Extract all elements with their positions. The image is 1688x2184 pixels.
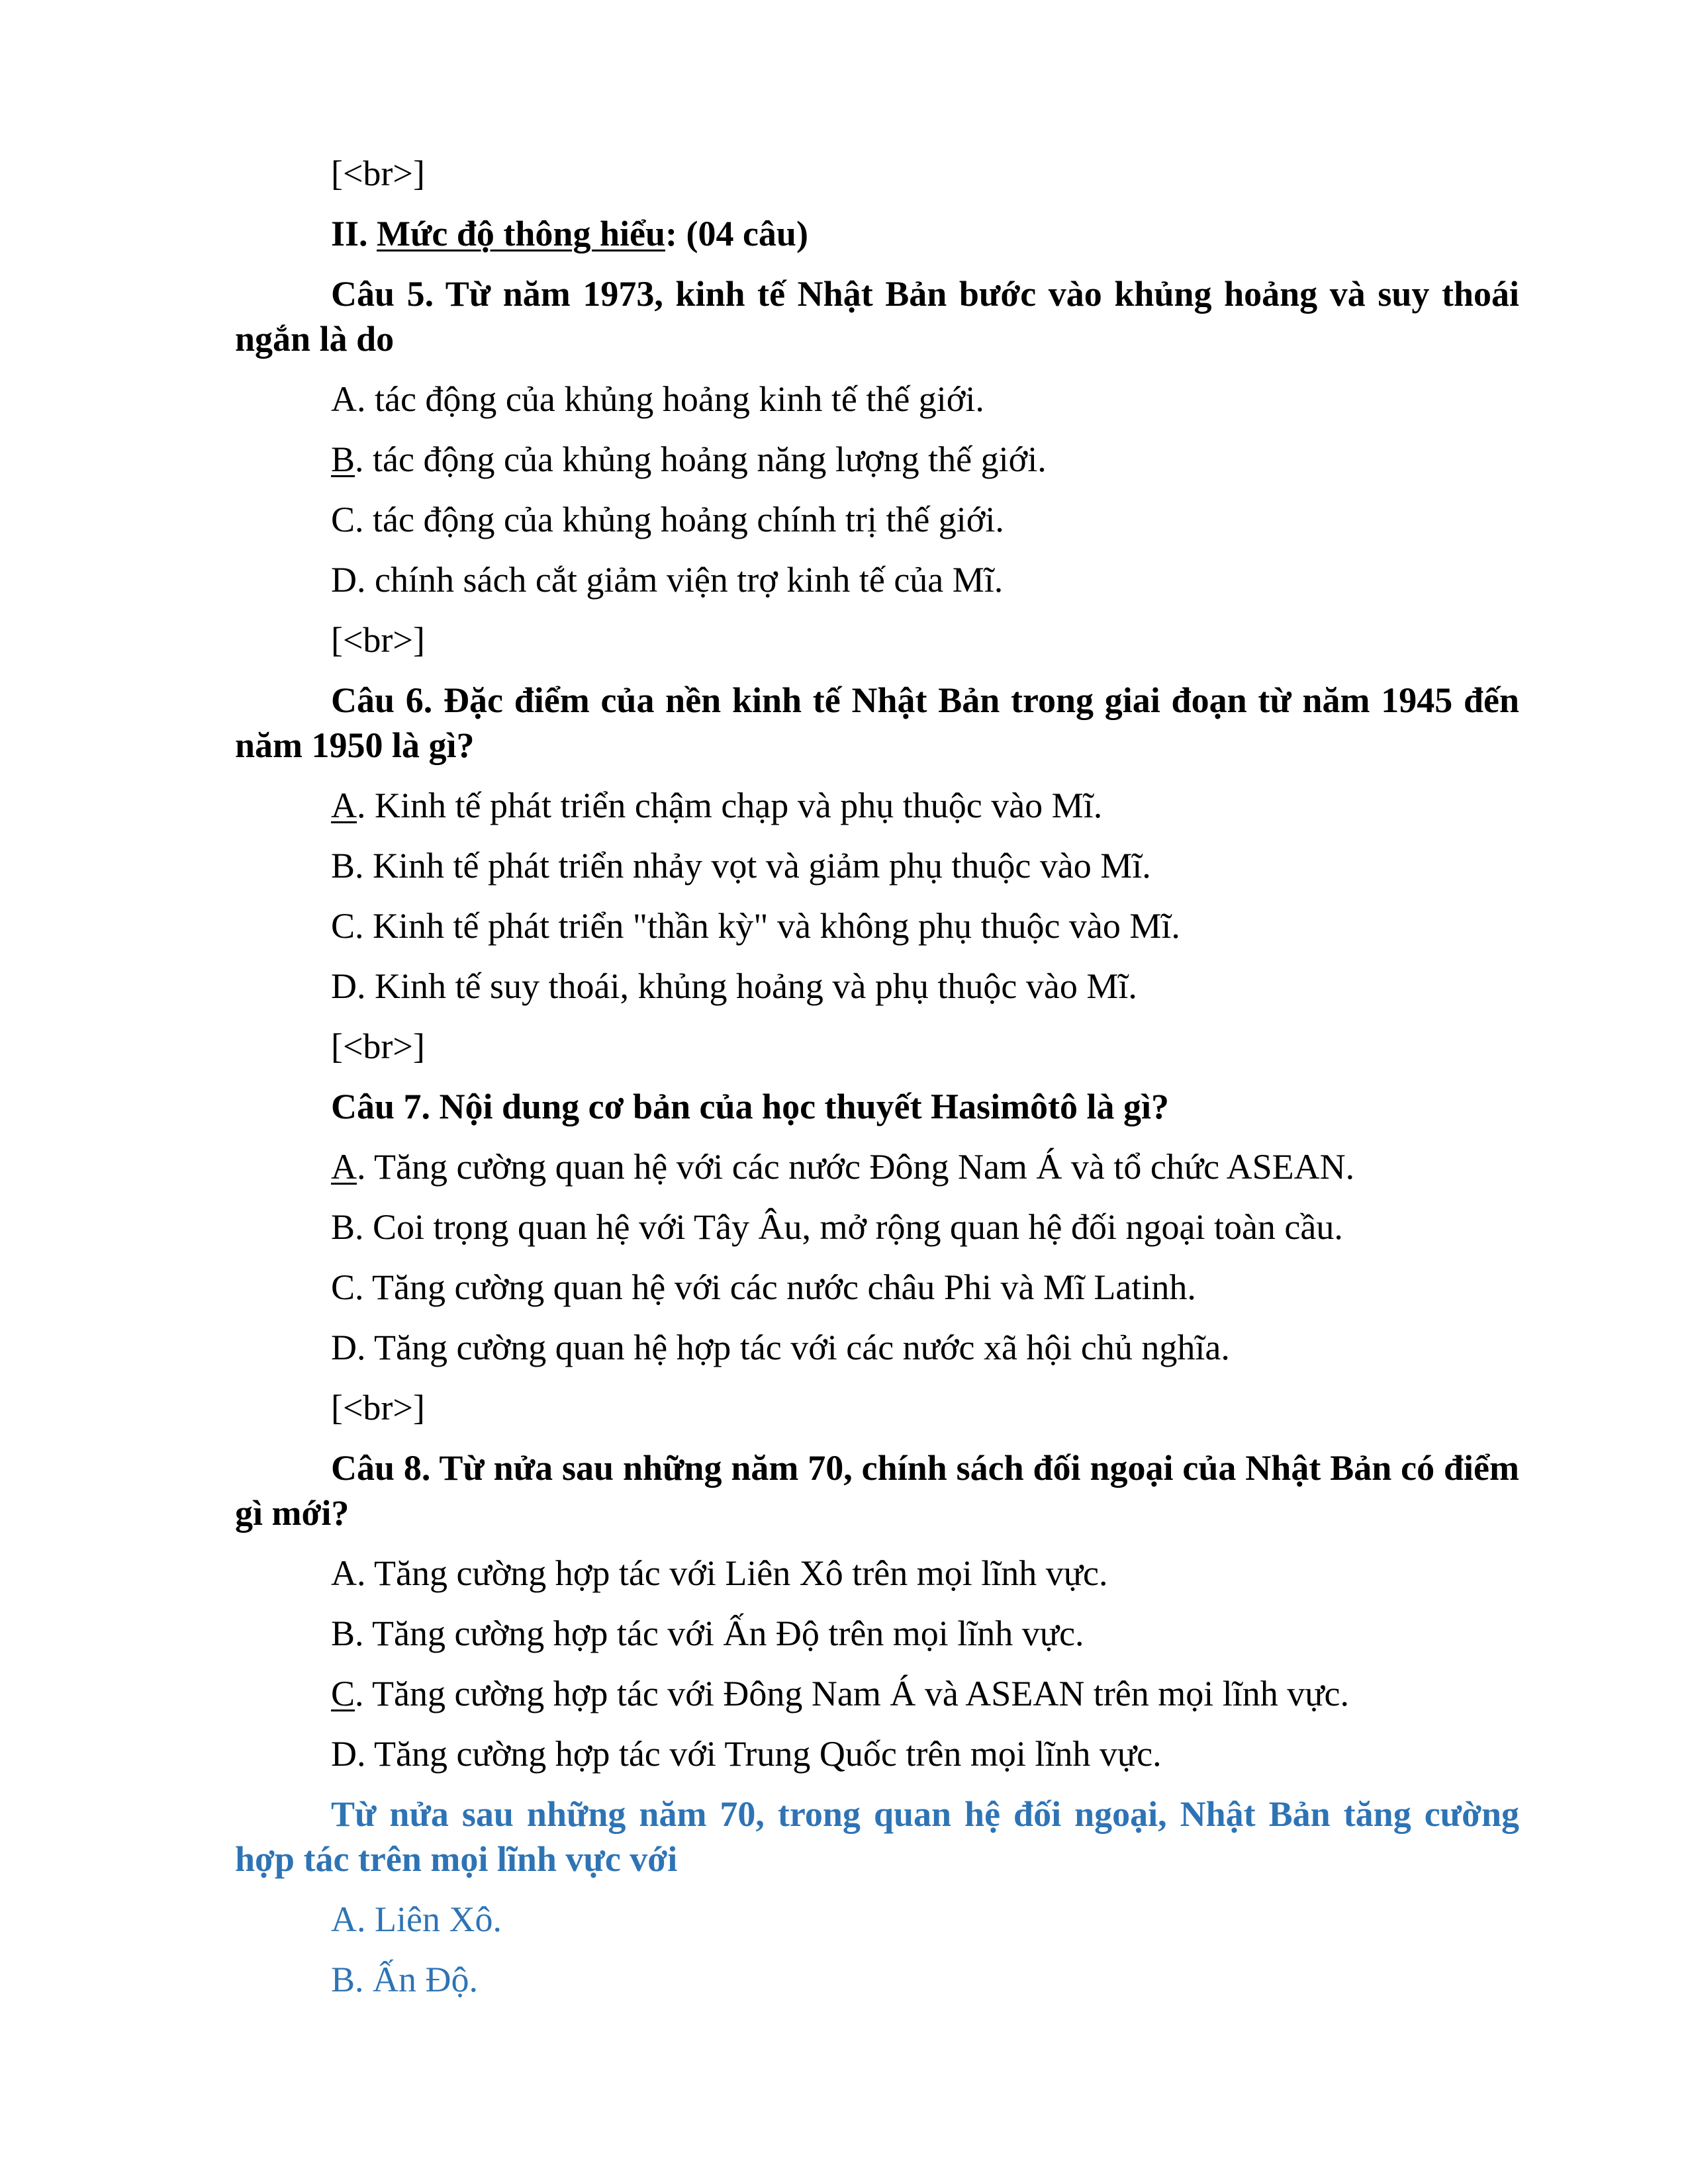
- question-6: Câu 6. Đặc điểm của nền kinh tế Nhật Bản trong giai đoạn từ năm 1945 đến năm 1950 là gì?: [235, 680, 1519, 765]
- q5-answer-letter: B: [331, 439, 355, 479]
- q6-option-b: B. Kinh tế phát triển nhảy vọt và giảm phụ thuộc vào Mĩ.: [331, 846, 1151, 886]
- br-marker: [<br>]: [331, 1388, 425, 1428]
- q5-option-b: [235, 437, 1519, 482]
- q8-option-c-text: . Tăng cường hợp tác với Đông Nam Á và ASEAN trên mọi lĩnh vực.: [355, 1674, 1350, 1713]
- section-heading-suffix: : (04 câu): [665, 214, 808, 253]
- q5-option-c: C. tác động của khủng hoảng chính trị thế giới.: [331, 500, 1004, 539]
- q8-option-d: D. Tăng cường hợp tác với Trung Quốc trên mọi lĩnh vực.: [331, 1734, 1162, 1774]
- q8-option-c: [235, 1671, 1519, 1716]
- q7-option-a: [235, 1144, 1519, 1189]
- question-5: Câu 5. Từ năm 1973, kinh tế Nhật Bản bước vào khủng hoảng và suy thoái ngắn là do: [235, 274, 1519, 359]
- q7-option-c: C. Tăng cường quan hệ với các nước châu Phi và Mĩ Latinh.: [331, 1267, 1196, 1307]
- q8-answer-letter: C: [331, 1674, 355, 1713]
- q5-option-a: A. tác động của khủng hoảng kinh tế thế giới.: [331, 379, 984, 419]
- q6-answer-letter: A: [331, 786, 357, 825]
- q6-option-d: D. Kinh tế suy thoái, khủng hoảng và phụ thuộc vào Mĩ.: [331, 966, 1137, 1006]
- q6-option-c: C. Kinh tế phát triển "thần kỳ" và không phụ thuộc vào Mĩ.: [331, 906, 1180, 946]
- q8-option-b: B. Tăng cường hợp tác với Ấn Độ trên mọi lĩnh vực.: [331, 1614, 1084, 1653]
- q8-variant-option-a: A. Liên Xô.: [331, 1899, 502, 1939]
- q6-option-a: [235, 783, 1519, 828]
- question-8: Câu 8. Từ nửa sau những năm 70, chính sách đối ngoại của Nhật Bản có điểm gì mới?: [235, 1448, 1519, 1533]
- q7-option-b: B. Coi trọng quan hệ với Tây Âu, mở rộng quan hệ đối ngoại toàn cầu.: [331, 1207, 1343, 1247]
- br-marker: [<br>]: [331, 620, 425, 660]
- br-marker: [<br>]: [331, 1026, 425, 1066]
- section-heading-title: Mức độ thông hiểu: [377, 214, 665, 253]
- q8-option-a: A. Tăng cường hợp tác với Liên Xô trên mọi lĩnh vực.: [331, 1553, 1108, 1593]
- q5-option-d: D. chính sách cắt giảm viện trợ kinh tế của Mĩ.: [331, 560, 1004, 600]
- q7-option-a-text: . Tăng cường quan hệ với các nước Đông Nam Á và tổ chức ASEAN.: [357, 1147, 1355, 1187]
- br-marker: [<br>]: [331, 154, 425, 193]
- q7-option-d: D. Tăng cường quan hệ hợp tác với các nước xã hội chủ nghĩa.: [331, 1328, 1230, 1367]
- question-8-variant: Từ nửa sau những năm 70, trong quan hệ đối ngoại, Nhật Bản tăng cường hợp tác trên mọi lĩnh vực với: [235, 1794, 1519, 1879]
- q5-option-b-text: . tác động của khủng hoảng năng lượng thế giới.: [355, 439, 1047, 479]
- question-7: Câu 7. Nội dung cơ bản của học thuyết Hasimôtô là gì?: [331, 1087, 1170, 1126]
- section-heading-prefix: II.: [331, 214, 377, 253]
- q6-option-a-text: . Kinh tế phát triển chậm chạp và phụ thuộc vào Mĩ.: [357, 786, 1103, 825]
- q8-variant-option-b: B. Ấn Độ.: [331, 1960, 479, 1999]
- document-body: [235, 151, 1519, 2017]
- q7-answer-letter: A: [331, 1147, 357, 1187]
- section-heading: [235, 211, 1519, 256]
